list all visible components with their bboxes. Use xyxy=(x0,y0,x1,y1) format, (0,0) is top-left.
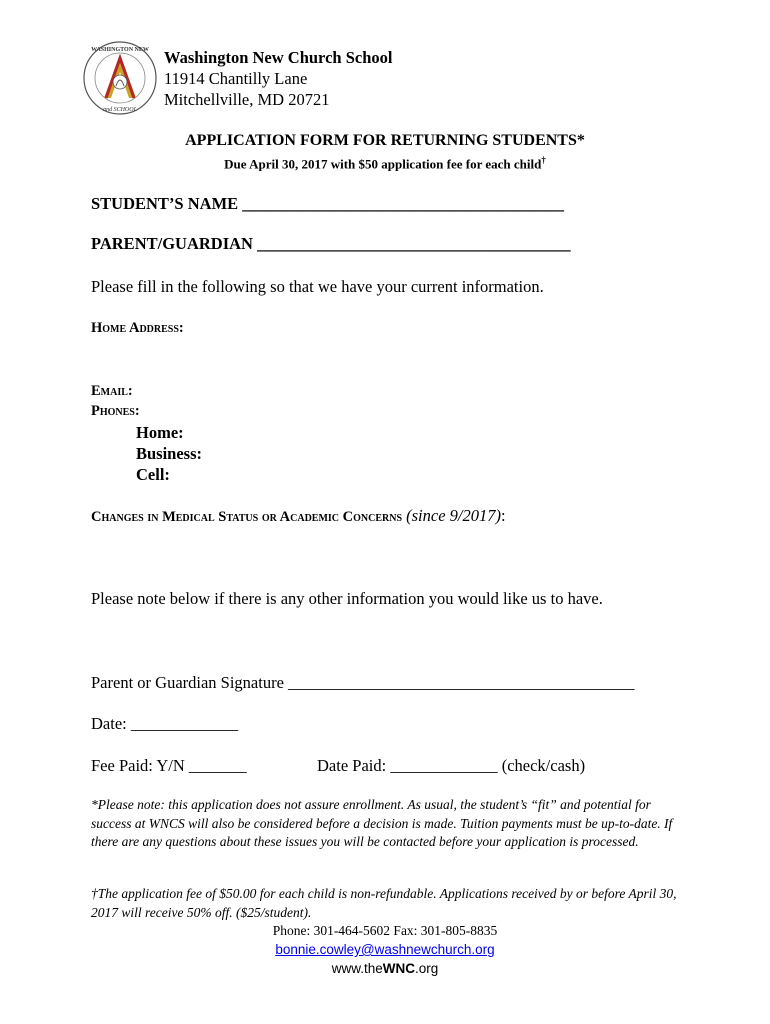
phone-cell-label: Cell: xyxy=(136,465,170,484)
svg-text:and SCHOOL: and SCHOOL xyxy=(103,107,137,113)
school-address-line2: Mitchellville, MD 20721 xyxy=(164,90,330,109)
contact-email-link[interactable]: bonnie.cowley@washnewchurch.org xyxy=(275,942,495,957)
email-label: Email: xyxy=(91,383,133,399)
phone-business-label: Business: xyxy=(136,444,203,463)
form-title: APPLICATION FORM FOR RETURNING STUDENTS* xyxy=(185,132,585,149)
school-address-line1: 11914 Chantilly Lane xyxy=(164,69,308,88)
changes-label: Changes in Medical Status or Academic Concerns (since 9/2017): xyxy=(91,506,506,525)
fee-paid-field[interactable]: Fee Paid: Y/N _______ xyxy=(91,756,247,775)
school-logo xyxy=(82,40,158,116)
phone-home-label: Home: xyxy=(136,423,184,442)
date-field[interactable]: Date: _____________ xyxy=(91,714,239,733)
other-info-text: Please note below if there is any other information you would like us to have. xyxy=(91,589,603,608)
svg-text:WASHINGTON NEW: WASHINGTON NEW xyxy=(91,47,149,53)
home-address-label: Home Address: xyxy=(91,320,184,336)
enrollment-note: *Please note: this application does not assure enrollment. As usual, the student’s “fit” and potential for success at WNCS will also be considered before a decision is made. Tuition payments must be up-to-date. If there are any questions about these issues you will be contacted before your application is processed. xyxy=(91,797,673,849)
parent-guardian-field[interactable]: PARENT/GUARDIAN ______________________________________ xyxy=(91,234,571,253)
signature-field[interactable]: Parent or Guardian Signature __________________________________________ xyxy=(91,673,635,692)
fee-note: †The application fee of $50.00 for each child is non-refundable. Applications received by or before April 30, 2017 will receive 50% off. ($25/student). xyxy=(91,886,677,920)
website-link[interactable]: www.theWNC.org xyxy=(331,961,439,976)
contact-email-row xyxy=(0,942,770,958)
contact-phone: Phone: 301-464-5602 Fax: 301-805-8835 xyxy=(272,923,498,938)
student-name-field[interactable]: STUDENT’S NAME _______________________________________ xyxy=(91,194,565,213)
date-paid-field[interactable]: Date Paid: _____________ (check/cash) xyxy=(317,756,586,775)
school-name: Washington New Church School xyxy=(164,48,393,67)
website-row xyxy=(0,961,770,977)
phones-label: Phones: xyxy=(91,403,140,419)
intro-text: Please fill in the following so that we have your current information. xyxy=(91,277,544,296)
due-note: Due April 30, 2017 with $50 application fee for each child† xyxy=(224,155,546,172)
